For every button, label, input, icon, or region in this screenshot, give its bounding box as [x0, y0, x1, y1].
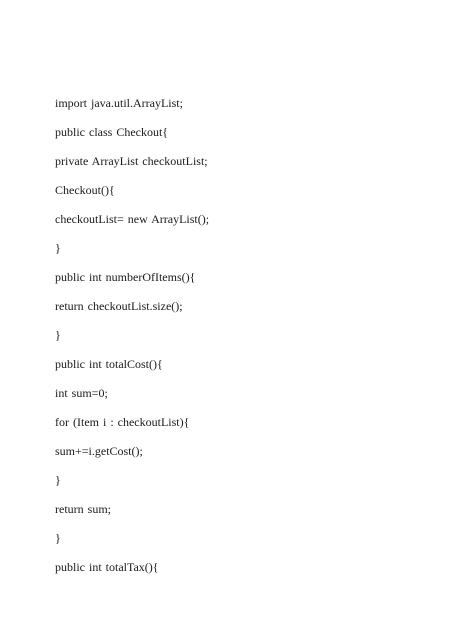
code-line-total-cost: public int totalCost(){ — [55, 357, 163, 371]
code-line-constructor: Checkout(){ — [55, 183, 115, 197]
code-line-closing-brace: } — [55, 328, 61, 342]
code-line-class-declaration: public class Checkout{ — [55, 125, 169, 139]
code-line-return-size: return checkoutList.size(); — [55, 299, 183, 313]
code-line-total-tax: public int totalTax(){ — [55, 560, 159, 574]
code-line-sum-add: sum+=i.getCost(); — [55, 444, 143, 458]
code-line-field: private ArrayList checkoutList; — [55, 154, 208, 168]
code-line-closing-brace: } — [55, 241, 61, 255]
code-line-closing-brace: } — [55, 531, 61, 545]
code-line-return-sum: return sum; — [55, 502, 111, 516]
code-line-sum-init: int sum=0; — [55, 386, 108, 400]
code-line-import: import java.util.ArrayList; — [55, 96, 183, 110]
code-line-constructor-body: checkoutList= new ArrayList(); — [55, 212, 210, 226]
code-listing — [55, 96, 209, 589]
code-line-closing-brace: } — [55, 473, 61, 487]
code-line-number-of-items: public int numberOfItems(){ — [55, 270, 196, 284]
code-line-for-loop: for (Item i : checkoutList){ — [55, 415, 190, 429]
